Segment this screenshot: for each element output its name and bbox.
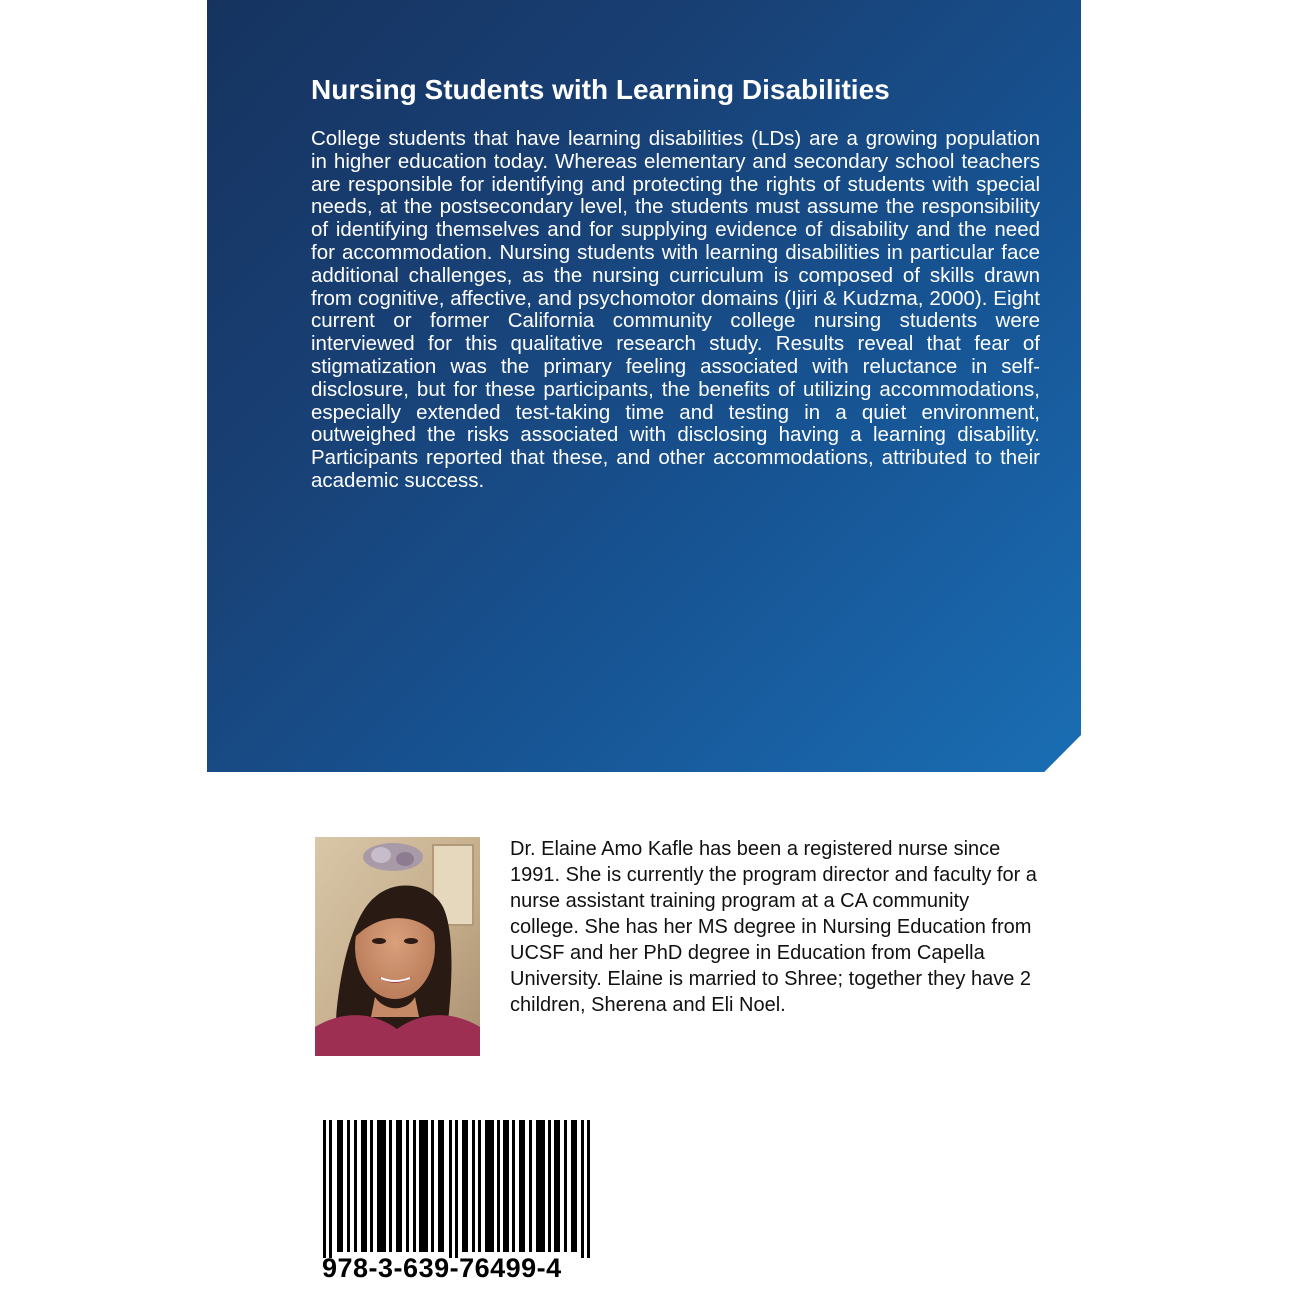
isbn-barcode bbox=[321, 1120, 591, 1258]
isbn-number: 978-3-639-76499-4 bbox=[322, 1253, 562, 1283]
author-bio: Dr. Elaine Amo Kafle has been a registered nurse since 1991. She is currently the program director and faculty for a nurse assistant training program at a CA community college. She has her MS degree in Nursing Education from UCSF and her PhD degree in Education from Capella University. Elaine is married to Shree; together they have 2 children, Sherena and Eli Noel. bbox=[510, 838, 1037, 1016]
book-title: Nursing Students with Learning Disabilities bbox=[311, 74, 890, 105]
author-photo bbox=[315, 837, 480, 1056]
book-description: College students that have learning disabilities (LDs) are a growing population in higher education today. Whereas elementary and secondary school teachers are responsible for identifying and protecting the rights of students with special needs, at the postsecondary level, the students must assume the responsibility of identifying themselves and for supplying evidence of disability and the need for accommodation. Nursing students with learning disabilities in particular face additional challenges, as the nursing curriculum is composed of skills drawn from cognitive, affective, and psychomotor domains (Ijiri & Kudzma, 2000). Eight current or former California community college nursing students were interviewed for this qualitative research study. Results reveal that fear of stigmatization was the primary feeling associated with reluctance in self-disclosure, but for these participants, the benefits of utilizing accommodations, especially extended test-taking time and testing in a quiet environment, outweighed the risks associated with disclosing having a learning disability. Participants reported that these, and other accommodations, attributed to their academic success. bbox=[311, 127, 1040, 492]
